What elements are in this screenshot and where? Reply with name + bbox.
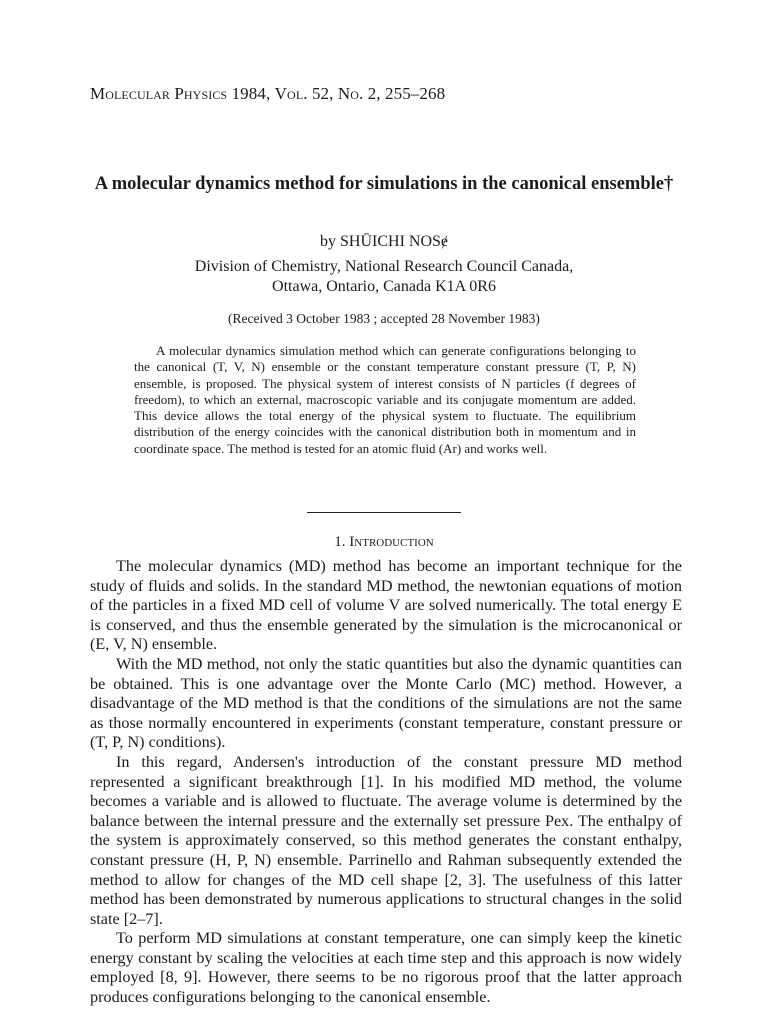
abstract: A molecular dynamics simulation method which can generate configurations belonging to the canonical (T, V, N) ensemble or the constant temperature constant pressure (T, P, N) ensemble, is proposed. The physical system of interest consists of N particles (f degrees of freedom), to which an external, macroscopic variable and its conjugate momentum are added. This device allows the total energy of the physical system to fluctuate. The equilibrium distribution of the energy coincides with the canonical distribution both in momentum and in coordinate space. The method is tested for an atomic fluid (Ar) and works well. [134,343,636,456]
paragraph: To perform MD simulations at constant temperature, one can simply keep the kinetic energy constant by scaling the velocities at each time step and this approach is now widely employed [8, 9]. However, there seems to be no rigorous proof that the latter approach produces configurations belonging to the canonical ensemble. [90,929,682,1007]
journal-year: 1984, [231,84,271,103]
paper-title: A molecular dynamics method for simulations in the canonical ensemble† [94,174,674,194]
section-heading-introduction: 1. Introduction [334,534,434,550]
received-dates: (Received 3 October 1983 ; accepted 28 November 1983) [228,311,540,326]
paragraph: In this regard, Andersen's introduction of the constant pressure MD method represented a significant breakthrough [1]. In his modified MD method, the volume becomes a variable and is allowed to fluctuate. The average volume is determined by the balance between the internal pressure and the externally set pressure Pex. The enthalpy of the system is approximately conserved, so this method generates the constant enthalpy, constant pressure (H, P, N) ensemble. Parrinello and Rahman subsequently extended the method to allow for changes of the MD cell shape [2, 3]. The usefulness of this latter method has been demonstrated by numerous applications to structural changes in the solid state [2–7]. [90,752,682,928]
affiliation-line-1: Division of Chemistry, National Research Council Canada, [194,258,574,275]
paragraph: The molecular dynamics (MD) method has become an important technique for the study of fluids and solids. In the standard MD method, the newtonian equations of motion of the particles in a fixed MD cell of volume V are solved numerically. The total energy E is conserved, and thus the ensemble generated by the simulation is the microcanonical or (E, V, N) ensemble. [90,557,682,654]
paragraph: With the MD method, not only the static quantities but also the dynamic quantities can be obtained. This is one advantage over the Monte Carlo (MC) method. However, a disadvantage of the MD method is that the conditions of the simulations are not the same as those normally encountered in experiments (constant temperature, constant pressure or (T, P, N) conditions). [90,654,682,752]
journal-volume: Vol. 52, No. 2, 255–268 [274,84,446,103]
affiliation-line-2: Ottawa, Ontario, Canada K1A 0R6 [272,278,496,295]
affiliation [0,257,768,297]
journal-citation [90,84,445,104]
introduction-body [90,557,682,1008]
section-divider [307,512,461,513]
journal-name: Molecular Physics [90,84,228,103]
author-line: by SHŪICHI NOSɇ [320,233,448,250]
